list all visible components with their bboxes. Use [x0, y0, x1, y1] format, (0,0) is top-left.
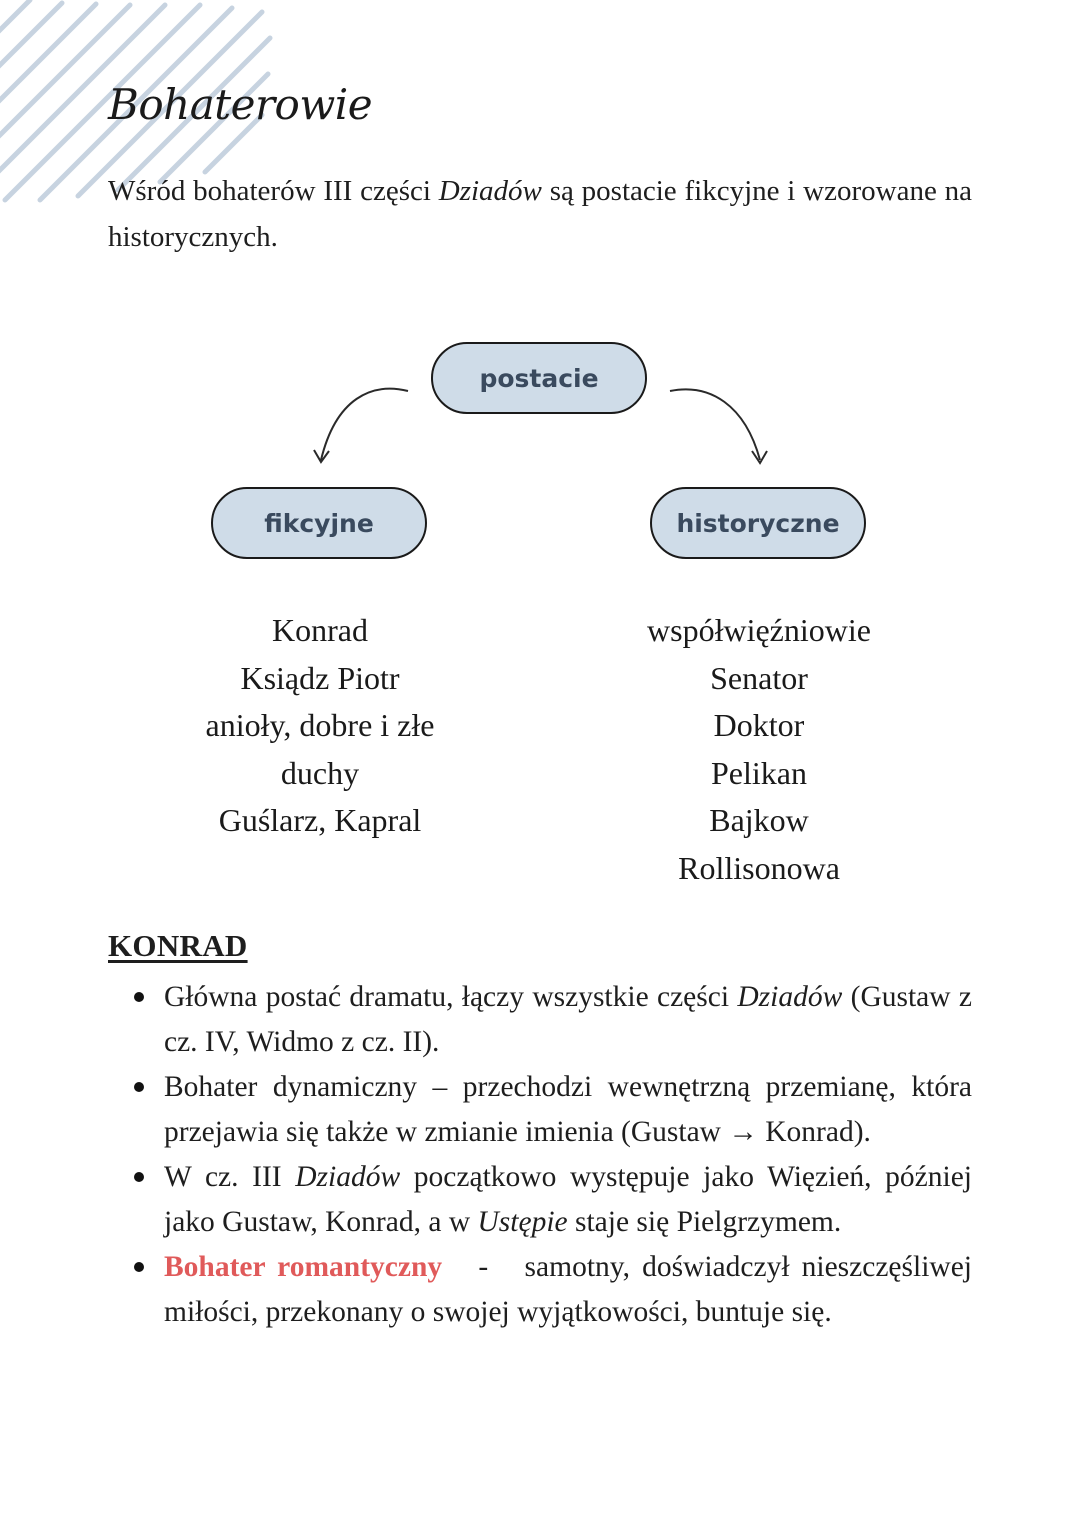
bullet-text: początkowo występuje jako Więzień, później jako Gustaw, Konrad, a w	[164, 1161, 972, 1238]
bullet-item	[108, 1065, 972, 1155]
bullet-item	[108, 1155, 972, 1245]
bullet-text: staje się Pielgrzymem.	[567, 1206, 842, 1238]
diagram-historical-node: historyczne	[650, 487, 866, 559]
page-title: Bohaterowie	[108, 80, 373, 129]
bullet-text: samotny, doświadczył nieszczęśliwej miłości, przekonany o swojej wyjątkowości, buntuje się.	[164, 1251, 972, 1328]
bullet-item	[108, 975, 972, 1065]
intro-italic-title: Dziadów	[438, 175, 542, 207]
bullet-text: Główna postać dramatu, łączy wszystkie części	[164, 981, 738, 1013]
intro-paragraph	[108, 168, 972, 260]
list-item: anioły, dobre i złe	[205, 707, 435, 743]
intro-text-1: Wśród bohaterów III części	[108, 175, 439, 207]
arrow-right-icon	[670, 389, 760, 460]
bullet-italic-title: Dziadów	[737, 981, 843, 1013]
bullet-text: (Gustaw z cz. IV, Widmo z cz. II).	[164, 981, 972, 1058]
section-heading-konrad: KONRAD	[108, 928, 248, 963]
intro-text-2: są postacie fikcyjne i wzorowane na historycznych.	[108, 175, 973, 253]
arrow-left-head-icon	[314, 450, 329, 462]
list-item: Senator	[710, 659, 808, 696]
list-item: duchy	[280, 754, 360, 791]
list-item: Pelikan	[711, 754, 807, 791]
arrow-right-head-icon	[752, 451, 767, 463]
historical-characters-list	[549, 607, 969, 892]
bullet-text: W cz. III	[164, 1161, 296, 1193]
diagram-root-node: postacie	[431, 342, 647, 414]
bullet-item	[108, 1245, 972, 1335]
list-item: Konrad	[272, 612, 368, 648]
list-item: Rollisonowa	[678, 849, 840, 886]
bullet-italic-title: Dziadów	[295, 1161, 401, 1193]
list-item: Doktor	[713, 707, 805, 743]
list-item: Bajkow	[709, 802, 809, 838]
arrow-left-icon	[321, 389, 408, 460]
bullet-italic-title: Ustępie	[477, 1206, 568, 1238]
list-item: Ksiądz Piotr	[240, 659, 400, 696]
list-item: współwięźniowie	[647, 612, 871, 648]
highlight-term: Bohater romantyczny	[164, 1251, 443, 1283]
fictional-characters-list	[110, 607, 530, 845]
list-item: Guślarz, Kapral	[218, 802, 422, 838]
konrad-bullet-list	[108, 975, 972, 1335]
bullet-dash: -	[478, 1251, 489, 1283]
bullet-text: Bohater dynamiczny – przechodzi wewnętrzną przemianę, która przejawia się także w zmianie imienia (Gustaw → Konrad).	[164, 1071, 972, 1148]
diagram-fictional-node: fikcyjne	[211, 487, 427, 559]
